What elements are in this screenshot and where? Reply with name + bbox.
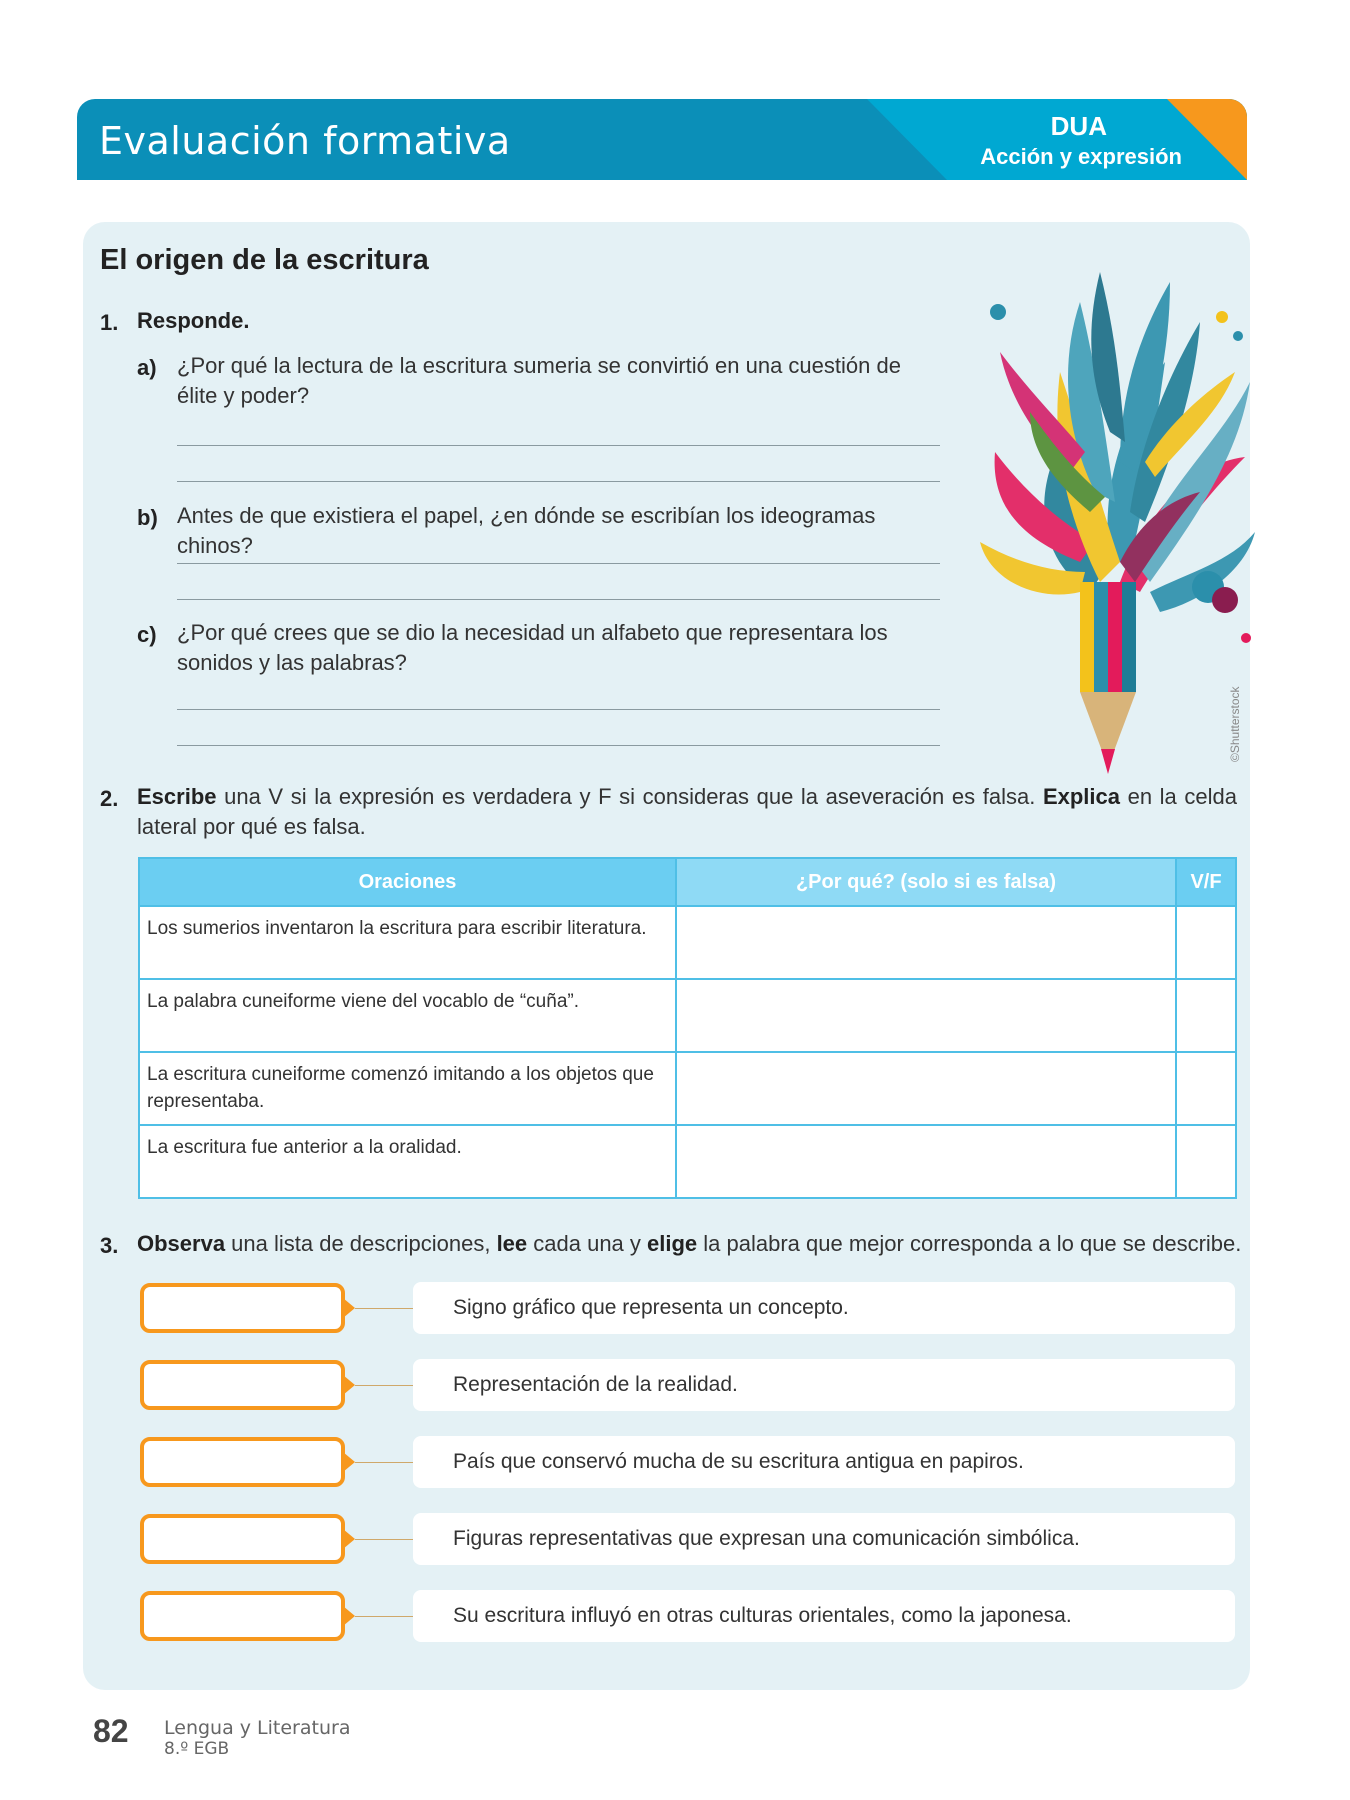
q2-text-1: una V si la expresión es verdadera y F si consideras que la aseveración es falsa. <box>216 784 1043 809</box>
splash-dot <box>990 304 1006 320</box>
description-box: Representación de la realidad. <box>413 1359 1235 1411</box>
answer-box[interactable] <box>140 1360 345 1410</box>
connector-line <box>355 1539 413 1540</box>
q3-keyword-observa: Observa <box>137 1231 226 1256</box>
answer-line[interactable] <box>177 481 940 482</box>
dua-subtitle: Acción y expresión <box>980 144 1182 169</box>
answer-box[interactable] <box>140 1591 345 1641</box>
vf-cell[interactable] <box>1176 1052 1236 1125</box>
page-title: Evaluación formativa <box>99 119 511 163</box>
description-box: País que conservó mucha de su escritura antigua en papiros. <box>413 1436 1235 1488</box>
q3-text-3: la palabra que mejor corresponda a lo que se describe. <box>697 1231 1242 1256</box>
description-box: Su escritura influyó en otras culturas orientales, como la japonesa. <box>413 1590 1235 1642</box>
pencil-splash-illustration <box>970 262 1260 782</box>
page-number: 82 <box>93 1713 129 1749</box>
arrow-icon <box>343 1375 355 1395</box>
reason-cell[interactable] <box>676 979 1176 1052</box>
splash-dot <box>1212 587 1238 613</box>
arrow-icon <box>343 1529 355 1549</box>
sentence-cell: La escritura fue anterior a la oralidad. <box>139 1125 676 1198</box>
answer-line[interactable] <box>177 599 940 600</box>
q2-text-2: en la celda lateral por qué es falsa. <box>137 784 1237 839</box>
q3-instructions <box>137 1229 1242 1259</box>
table-row <box>139 906 1236 979</box>
q1c-text: ¿Por qué crees que se dio la necesidad un alfabeto que representara los sonidos y las palabras? <box>177 620 888 675</box>
answer-line[interactable] <box>177 745 940 746</box>
q1a-text: ¿Por qué la lectura de la escritura sumeria se convirtió en una cuestión de élite y poder? <box>177 353 901 408</box>
q3-keyword-lee: lee <box>496 1231 528 1256</box>
arrow-icon <box>343 1452 355 1472</box>
connector-line <box>355 1616 413 1617</box>
sentence-cell: Los sumerios inventaron la escritura para escribir literatura. <box>139 906 676 979</box>
q1c-letter: c) <box>137 622 157 647</box>
answer-line[interactable] <box>177 709 940 710</box>
vf-cell[interactable] <box>1176 979 1236 1052</box>
true-false-table <box>138 857 1237 1199</box>
answer-box[interactable] <box>140 1437 345 1487</box>
arrow-icon <box>343 1298 355 1318</box>
reason-cell[interactable] <box>676 1125 1176 1198</box>
table-row <box>139 979 1236 1052</box>
answer-box[interactable] <box>140 1514 345 1564</box>
header-vf: V/F <box>1176 858 1236 906</box>
q2-number: 2. <box>100 786 119 811</box>
table-row <box>139 1052 1236 1125</box>
vf-cell[interactable] <box>1176 906 1236 979</box>
q1b-text: Antes de que existiera el papel, ¿en dónde se escribían los ideogramas chinos? <box>177 503 876 558</box>
description-box: Figuras representativas que expresan una comunicación simbólica. <box>413 1513 1235 1565</box>
q3-keyword-elige: elige <box>647 1231 698 1256</box>
q2-instructions <box>137 782 1237 842</box>
q3-number: 3. <box>100 1233 119 1258</box>
connector-line <box>355 1462 413 1463</box>
q2-keyword-explica: Explica <box>1042 784 1120 809</box>
q1-title: Responde. <box>137 308 250 333</box>
header-por-que: ¿Por qué? (solo si es falsa) <box>676 858 1176 906</box>
q3-text-1: una lista de descripciones, <box>225 1231 497 1256</box>
table-header-row <box>139 858 1236 906</box>
image-credit: ©Shutterstock <box>1228 686 1242 762</box>
table-row <box>139 1125 1236 1198</box>
section-title: El origen de la escritura <box>100 244 429 276</box>
footer-grade: 8.º EGB <box>164 1739 230 1759</box>
connector-line <box>355 1308 413 1309</box>
q1-number: 1. <box>100 310 119 335</box>
q2-keyword-escribe: Escribe <box>137 784 217 809</box>
footer-subject: Lengua y Literatura <box>164 1717 351 1739</box>
header-banner <box>77 99 1247 180</box>
vf-cell[interactable] <box>1176 1125 1236 1198</box>
answer-line[interactable] <box>177 445 940 446</box>
arrow-icon <box>343 1606 355 1626</box>
splash-dot <box>1233 331 1243 341</box>
q1b-letter: b) <box>137 505 158 530</box>
sentence-cell: La escritura cuneiforme comenzó imitando a los objetos que representaba. <box>139 1052 676 1125</box>
answer-line[interactable] <box>177 563 940 564</box>
description-box: Signo gráfico que representa un concepto. <box>413 1282 1235 1334</box>
reason-cell[interactable] <box>676 906 1176 979</box>
answer-box[interactable] <box>140 1283 345 1333</box>
dua-title: DUA <box>1050 111 1107 141</box>
splash-dot <box>1241 633 1251 643</box>
sentence-cell: La palabra cuneiforme viene del vocablo de “cuña”. <box>139 979 676 1052</box>
connector-line <box>355 1385 413 1386</box>
header-oraciones: Oraciones <box>139 858 676 906</box>
q3-text-2: cada una y <box>527 1231 648 1256</box>
splash-dot <box>1216 311 1228 323</box>
q1a-letter: a) <box>137 355 157 380</box>
reason-cell[interactable] <box>676 1052 1176 1125</box>
